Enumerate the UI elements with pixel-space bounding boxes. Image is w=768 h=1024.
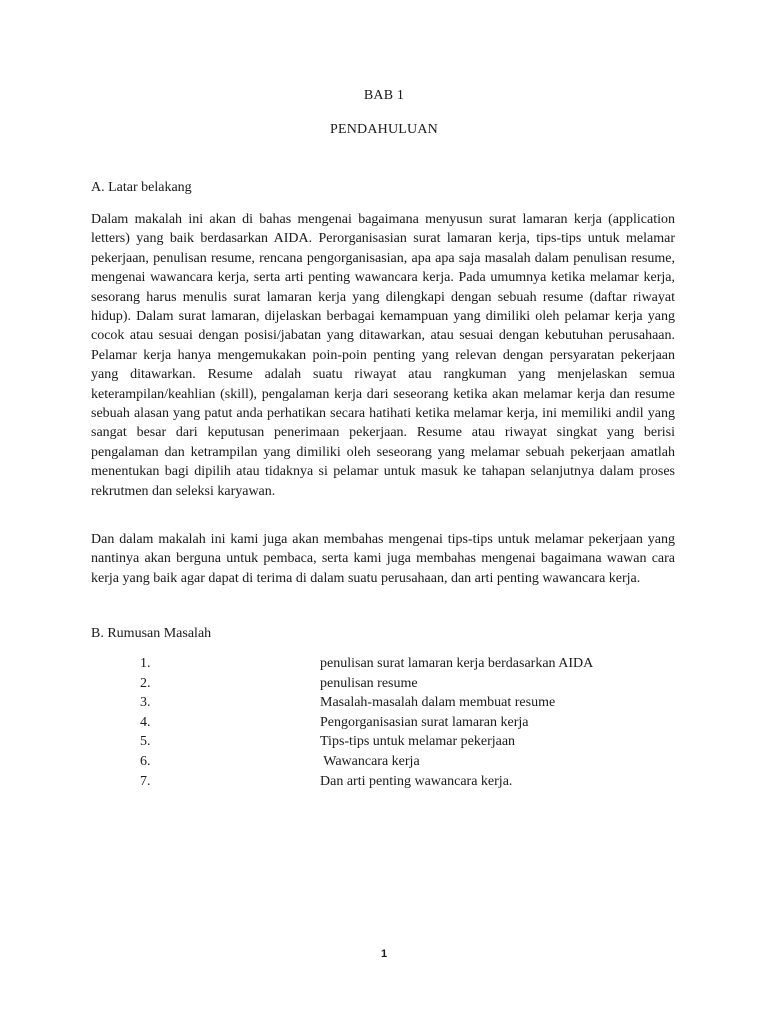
page-number: 1: [380, 948, 388, 960]
list-item: [0, 695, 768, 715]
list-item-number: 6.: [140, 753, 151, 769]
list-item-number: 1.: [140, 656, 151, 671]
list-item-text: Tips-tips untuk melamar pekerjaan: [320, 734, 516, 750]
list-item: [0, 754, 768, 774]
list-item: [0, 734, 768, 754]
list-item: [0, 676, 768, 696]
list-item-text: Pengorganisasian surat lamaran kerja: [320, 714, 529, 730]
chapter-title: PENDAHULUAN: [330, 122, 438, 137]
list-item-number: 7.: [140, 773, 151, 789]
problem-list: [0, 656, 768, 793]
list-item: [0, 774, 768, 794]
list-item-number: 4.: [140, 714, 151, 730]
paragraph-scope: Dan dalam makalah ini kami juga akan membahas mengenai tips-tips untuk melamar pekerjaan yang nantinya akan berguna untuk pembaca, serta kami juga membahas mengenai bagaimana wawan cara kerja yang baik agar dapat di terima di dalam suatu perusahaan, dan arti penting wawancara kerja.: [91, 532, 675, 586]
section-heading-latar-belakang: A. Latar belakang: [91, 180, 192, 195]
list-item-number: 2.: [140, 675, 151, 691]
list-item-number: 3.: [140, 695, 151, 711]
paragraph-background: Dalam makalah ini akan di bahas mengenai bagaimana menyusun surat lamaran kerja (application letters) yang baik berdasarkan AIDA. Perorganisasian surat lamaran kerja, tips-tips untuk melamar pekerjaan, penulisan resume, rencana pengorganisasian, apa apa saja masalah dalam penulisan resume, mengenai wawancara kerja, serta arti penting wawancara kerja. Pada umumnya ketika melamar kerja, sesorang harus menulis surat lamaran kerja yang dilengkapi dengan sebuah resume (daftar riwayat hidup). Dalam surat lamaran, dijelaskan berbagai kemampuan yang dimiliki oleh pelamar kerja yang cocok atau sesuai dengan posisi/jabatan yang ditawarkan, atau sesuai dengan kebutuhan perusahaan. Pelamar kerja hanya mengemukakan poin-poin penting yang relevan dengan persyaratan pekerjaan yang ditawarkan. Resume adalah suatu riwayat atau rangkuman yang menjelaskan semua keterampilan/keahlian (skill), pengalaman kerja dari seseorang ketika akan melamar kerja dan resume sebuah alasan yang patut anda perhatikan secara hatihati ketika melamar kerja, ini memiliki andil yang sangat besar dari keputusan penerimaan pekerjaan. Resume atau riwayat singkat yang berisi pengalaman dan ketrampilan yang dimiliki oleh seseorang yang melamar sebuah pekerjaan amatlah menentukan bagi dipilih atau tidaknya si pelamar untuk masuk ke tahapan selanjutnya dalam proses rekrutmen dan seleksi karyawan.: [91, 212, 675, 499]
list-item: [0, 715, 768, 735]
chapter-number: BAB 1: [363, 88, 405, 103]
list-item-text: Masalah-masalah dalam membuat resume: [320, 695, 556, 711]
list-item-number: 5.: [140, 734, 151, 750]
section-heading-rumusan-masalah: B. Rumusan Masalah: [91, 626, 212, 641]
list-item-text: Wawancara kerja: [320, 753, 420, 769]
list-item-text: penulisan surat lamaran kerja berdasarkan AIDA: [320, 656, 594, 671]
list-item-text: penulisan resume: [320, 675, 418, 691]
list-item: [0, 656, 768, 676]
list-item-text: Dan arti penting wawancara kerja.: [320, 773, 513, 789]
